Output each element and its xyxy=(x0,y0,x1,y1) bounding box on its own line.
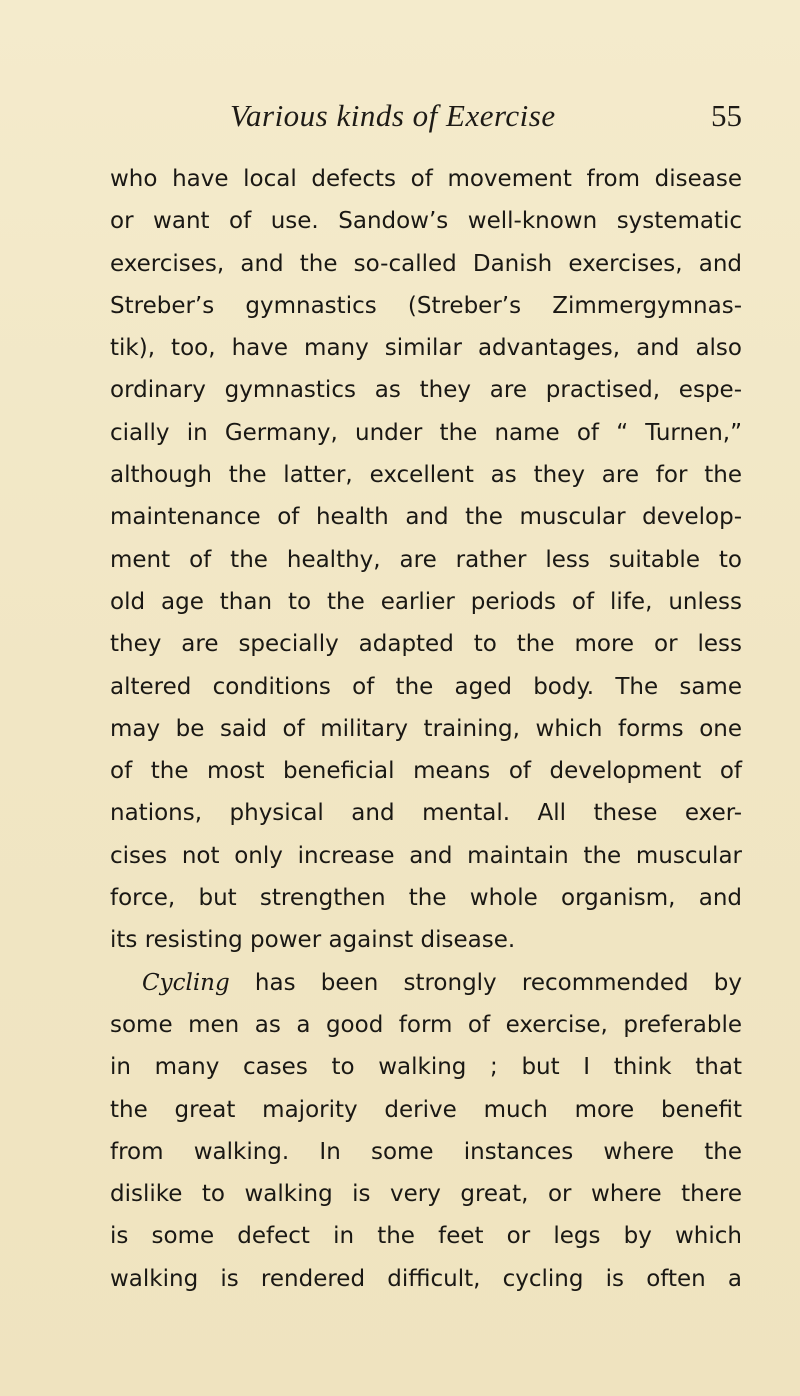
text-line: from walking. In some instances where the xyxy=(110,1138,742,1165)
text-line: is some defect in the feet or legs by which xyxy=(110,1223,742,1250)
text-line: cises not only increase and maintain the muscular xyxy=(110,842,742,869)
body-text xyxy=(110,158,742,1300)
page-number: 55 xyxy=(711,98,742,133)
text-line: walking is rendered difficult, cycling is often a xyxy=(110,1265,742,1292)
text-line: altered conditions of the aged body. The same xyxy=(110,673,742,700)
italic-term: Cycling xyxy=(142,969,230,996)
text-line: they are specially adapted to the more or less xyxy=(110,631,742,658)
text-line: of the most beneficial means of development of xyxy=(110,758,742,785)
text-line: ordinary gymnastics as they are practised, espe- xyxy=(110,377,742,404)
text-line: maintenance of health and the muscular develop- xyxy=(110,504,742,531)
text-line: may be said of military training, which forms one xyxy=(110,715,742,742)
text-line: who have local defects of movement from disease xyxy=(110,166,742,192)
text-line: dislike to walking is very great, or where there xyxy=(110,1181,742,1208)
text-line: exercises, and the so-called Danish exercises, and xyxy=(110,250,742,277)
running-head xyxy=(110,98,742,146)
text-line: or want of use. Sandow’s well-known systematic xyxy=(110,208,742,235)
text-line-paragraph-start xyxy=(110,962,742,1004)
text-fragment: has been strongly recommended by xyxy=(229,969,742,996)
text-line: tik), too, have many similar advantages, and also xyxy=(110,335,742,362)
text-line: some men as a good form of exercise, preferable xyxy=(110,1011,742,1038)
text-line: the great majority derive much more benefit xyxy=(110,1096,742,1123)
text-line: cially in Germany, under the name of “ Turnen,” xyxy=(110,419,742,446)
text-line: ment of the healthy, are rather less suitable to xyxy=(110,546,742,573)
text-line: nations, physical and mental. All these exer- xyxy=(110,800,742,827)
text-line: old age than to the earlier periods of life, unless xyxy=(110,588,742,615)
text-line: in many cases to walking ; but I think that xyxy=(110,1054,742,1081)
text-line-paragraph-end: its resisting power against disease. xyxy=(110,927,516,954)
text-line: although the latter, excellent as they are for the xyxy=(110,462,742,489)
text-line: force, but strengthen the whole organism, and xyxy=(110,885,742,912)
text-line: Streber’s gymnastics (Streber’s Zimmergymnas- xyxy=(110,292,742,319)
running-title: Various kinds of Exercise xyxy=(230,98,556,133)
